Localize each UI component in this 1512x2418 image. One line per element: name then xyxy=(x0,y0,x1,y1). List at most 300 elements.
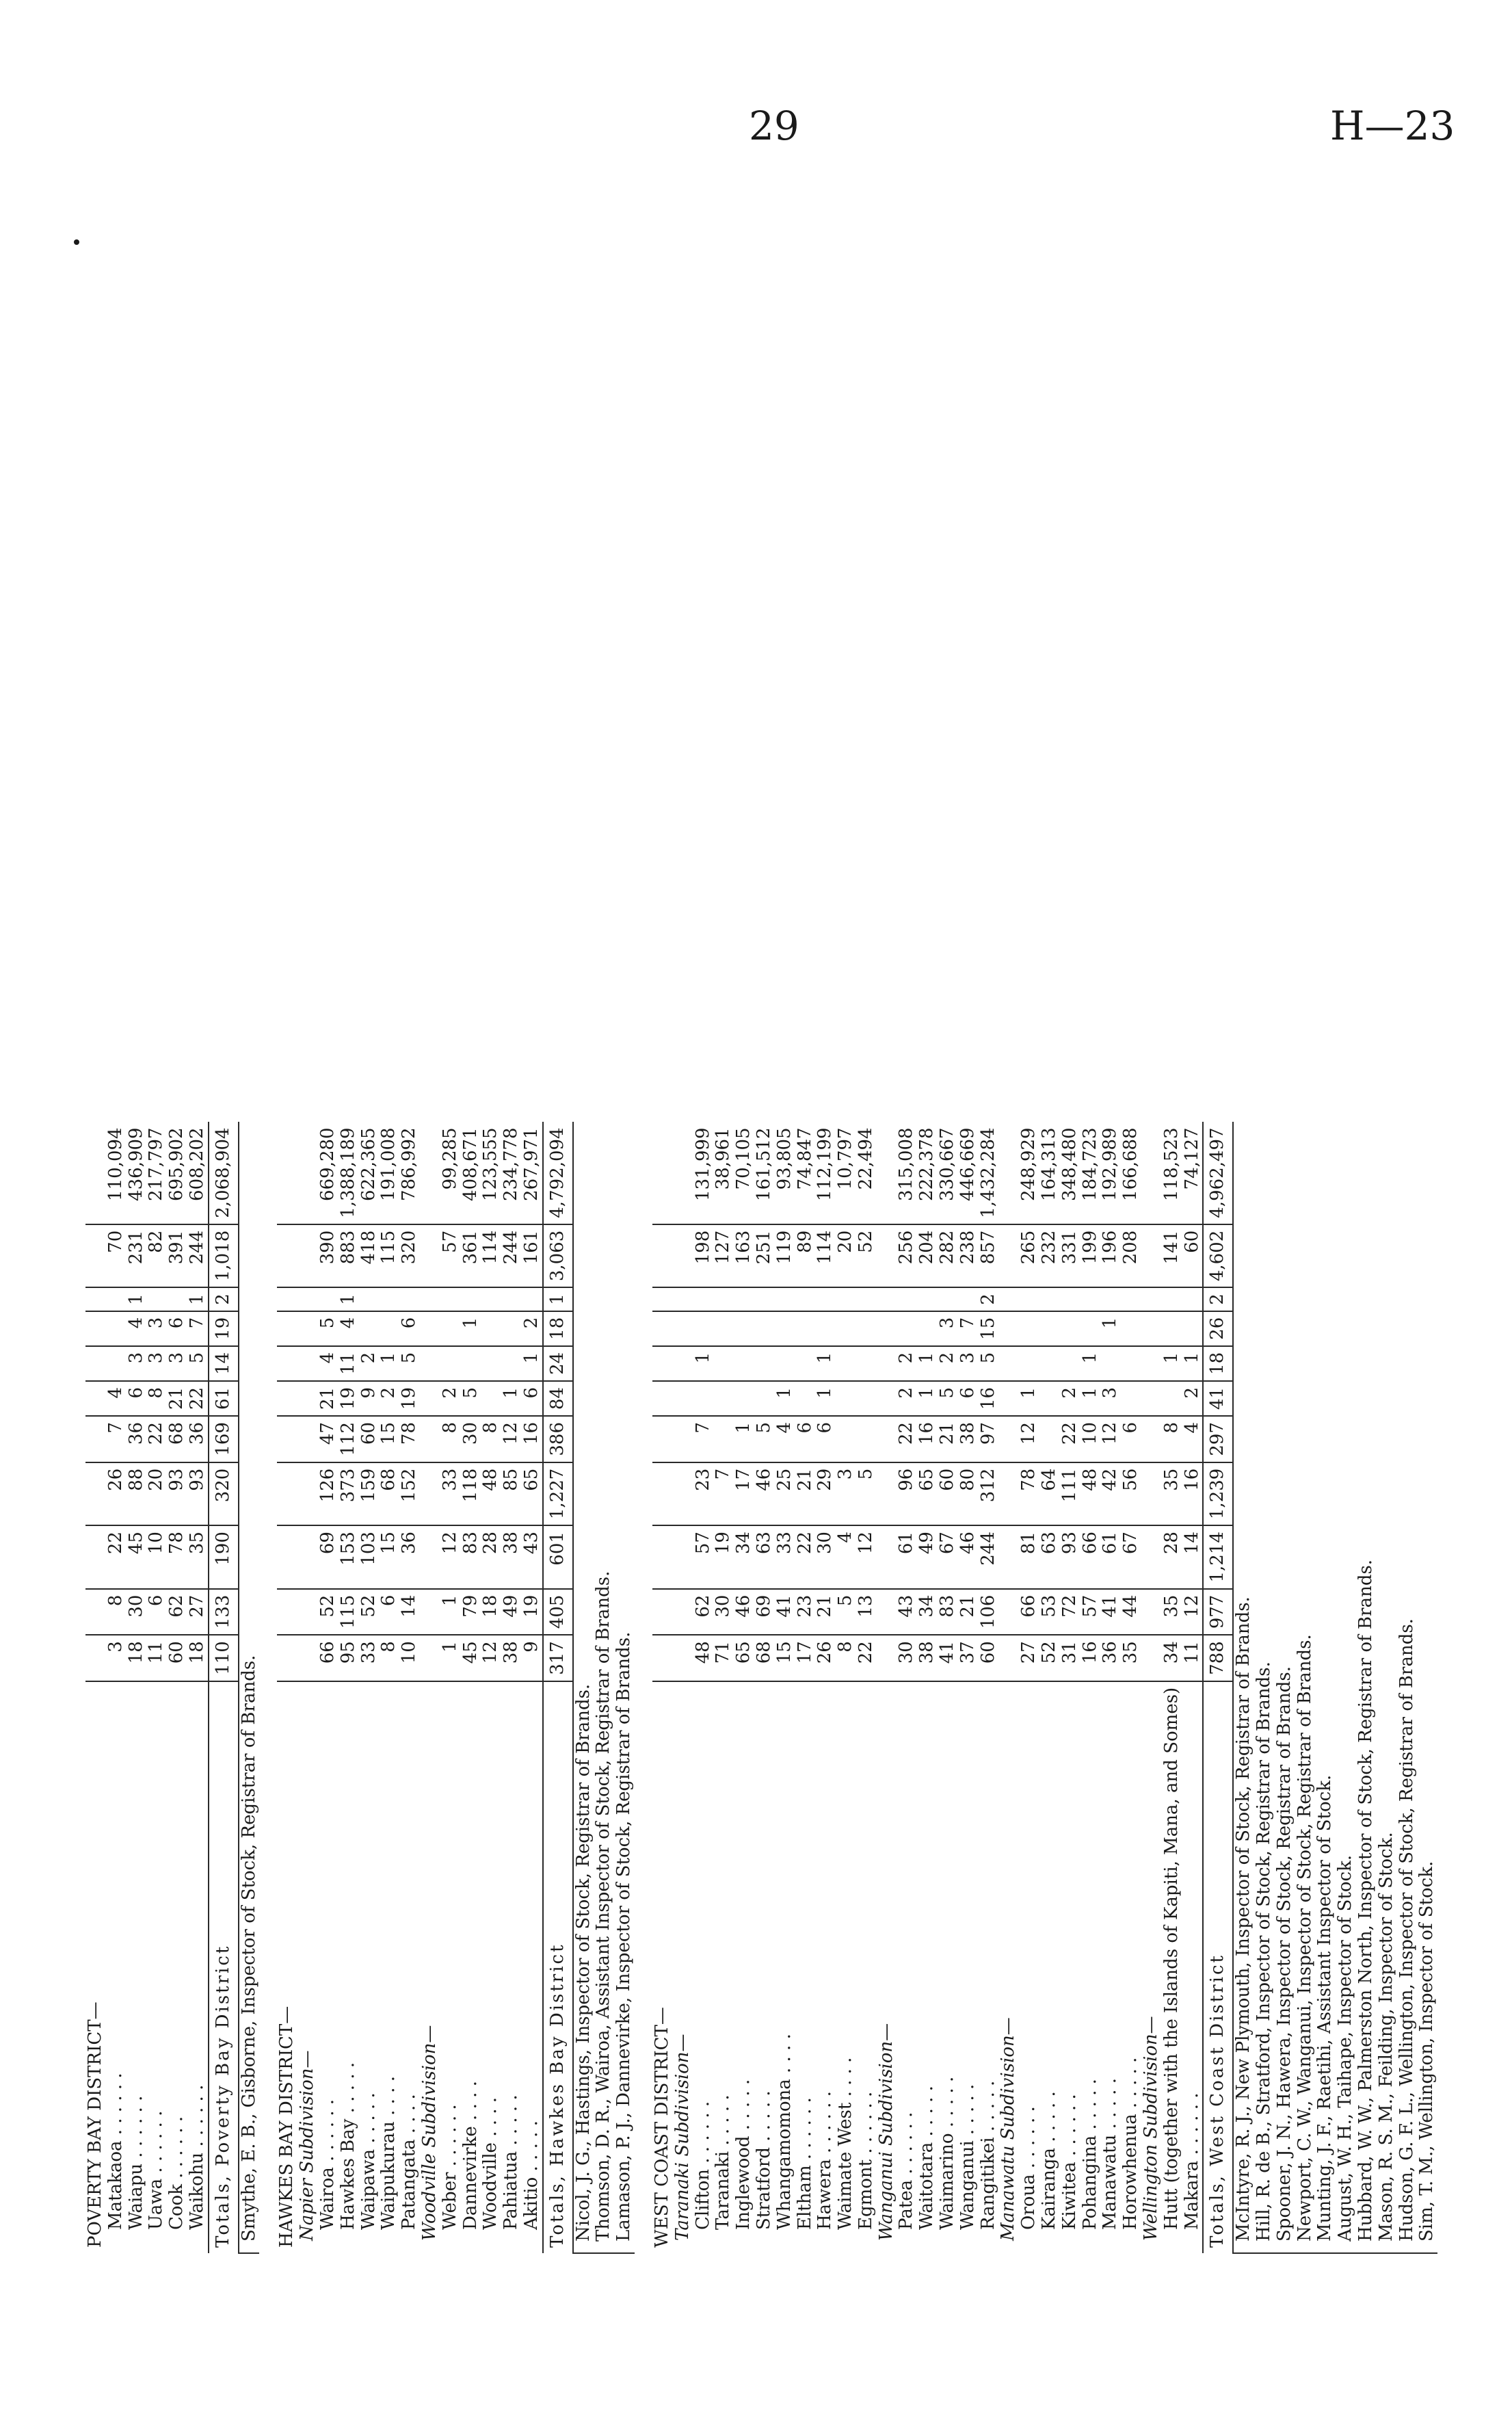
count-cell: 191,008 xyxy=(379,1122,399,1224)
count-cell: 34 xyxy=(734,1525,754,1588)
count-cell: 208 xyxy=(1121,1224,1141,1287)
count-cell: 196 xyxy=(1100,1224,1121,1287)
count-cell xyxy=(106,1346,127,1381)
count-cell: 22 xyxy=(187,1381,209,1416)
table-row xyxy=(379,1122,399,2253)
table-row xyxy=(127,1122,147,2253)
subdivision-heading-label: Wellington Subdivision— xyxy=(1141,2016,1162,2241)
total-cell: 4,962,497 xyxy=(1203,1122,1233,1224)
count-cell: 5 xyxy=(187,1346,209,1381)
count-cell: 198 xyxy=(693,1224,714,1287)
locality-name: Waimate West . . . . xyxy=(835,2057,856,2230)
locality-name: Akitio . . . . . xyxy=(520,2120,542,2230)
count-cell: 25 xyxy=(775,1462,795,1525)
count-cell xyxy=(481,1346,501,1381)
count-cell xyxy=(1121,1287,1141,1311)
count-cell: 6 xyxy=(815,1416,836,1462)
table-row xyxy=(399,1122,420,2253)
empty-cell xyxy=(277,1346,297,1381)
count-cell: 22 xyxy=(856,1635,877,1681)
count-cell: 126 xyxy=(318,1462,339,1525)
total-cell: 190 xyxy=(209,1525,239,1588)
locality-name: Waipawa . . . . . xyxy=(358,2092,379,2230)
empty-cell xyxy=(673,1224,693,1287)
count-cell: 315,008 xyxy=(897,1122,917,1224)
locality-name: Hawkes Bay . . . . . xyxy=(337,2062,358,2230)
count-cell: 18 xyxy=(187,1635,209,1681)
officer-entry: McIntyre, R. J., New Plymouth, Inspector of Stock, Registrar of Brands. xyxy=(1233,1596,1254,2242)
count-cell: 31 xyxy=(1060,1635,1080,1681)
page-number: 29 xyxy=(749,103,799,149)
empty-cell xyxy=(998,1381,1019,1416)
count-cell xyxy=(1121,1346,1141,1381)
count-cell xyxy=(795,1311,816,1346)
count-cell xyxy=(1039,1287,1060,1311)
empty-cell xyxy=(877,1525,897,1588)
officer-entry: Thomson, D. R., Wairoa, Assistant Inspector of Stock, Registrar of Brands. xyxy=(593,1571,614,2242)
count-cell xyxy=(440,1346,461,1381)
count-cell: 4 xyxy=(106,1381,127,1416)
count-cell xyxy=(775,1287,795,1311)
count-cell: 16 xyxy=(917,1416,938,1462)
count-cell: 52 xyxy=(318,1589,339,1635)
count-cell: 234,778 xyxy=(501,1122,522,1224)
count-cell: 70 xyxy=(106,1224,127,1287)
count-cell xyxy=(754,1346,775,1381)
table-row xyxy=(106,1122,127,2253)
count-cell: 4 xyxy=(318,1346,339,1381)
count-cell: 20 xyxy=(146,1462,167,1525)
count-cell: 8 xyxy=(146,1381,167,1416)
table-row xyxy=(734,1122,754,2253)
spacer xyxy=(259,1122,277,2253)
officer-entry: Newport, C. W., Wanganui, Inspector of Stock, Registrar of Brands. xyxy=(1294,1634,1315,2242)
empty-cell xyxy=(998,1525,1019,1588)
count-cell: 152 xyxy=(399,1462,420,1525)
count-cell: 41 xyxy=(775,1589,795,1635)
empty-cell xyxy=(297,1525,318,1588)
total-cell: 110 xyxy=(209,1635,239,1681)
total-cell: 2 xyxy=(209,1287,239,1311)
count-cell xyxy=(1019,1346,1039,1381)
empty-cell xyxy=(420,1589,440,1635)
total-cell: 26 xyxy=(1203,1311,1233,1346)
empty-cell xyxy=(297,1224,318,1287)
count-cell: 93 xyxy=(1060,1525,1080,1588)
empty-cell xyxy=(1141,1462,1162,1525)
count-cell: 60 xyxy=(167,1635,187,1681)
count-cell: 14 xyxy=(1182,1525,1204,1588)
empty-cell xyxy=(277,1462,297,1525)
count-cell: 80 xyxy=(958,1462,979,1525)
count-cell xyxy=(440,1311,461,1346)
count-cell: 10 xyxy=(399,1635,420,1681)
count-cell xyxy=(359,1287,380,1311)
total-cell: 61 xyxy=(209,1381,239,1416)
count-cell: 112 xyxy=(339,1416,359,1462)
subdivision-heading-label: Wanganui Subdivision— xyxy=(875,2023,897,2241)
count-cell: 5 xyxy=(979,1346,999,1381)
count-cell: 2 xyxy=(1060,1381,1080,1416)
empty-cell xyxy=(420,1287,440,1311)
count-cell: 222,378 xyxy=(917,1122,938,1224)
empty-cell xyxy=(85,1416,106,1462)
count-cell: 74,847 xyxy=(795,1122,816,1224)
count-cell: 17 xyxy=(734,1462,754,1525)
locality-name: Waimarino . . . . . xyxy=(937,2076,958,2230)
count-cell: 17 xyxy=(795,1635,816,1681)
count-cell: 446,669 xyxy=(958,1122,979,1224)
empty-cell xyxy=(998,1589,1019,1635)
count-cell: 63 xyxy=(1039,1525,1060,1588)
empty-cell xyxy=(420,1311,440,1346)
subdivision-heading-label: Napier Subdivision— xyxy=(297,2050,318,2241)
empty-cell xyxy=(85,1122,106,1224)
subdivision-heading xyxy=(297,1122,318,2253)
count-cell xyxy=(379,1287,399,1311)
table-row xyxy=(897,1122,917,2253)
table-row xyxy=(1162,1122,1182,2253)
count-cell: 9 xyxy=(522,1635,543,1681)
count-cell: 74,127 xyxy=(1182,1122,1204,1224)
empty-cell xyxy=(85,1381,106,1416)
count-cell: 232 xyxy=(1039,1224,1060,1287)
empty-cell xyxy=(673,1416,693,1462)
count-cell xyxy=(856,1287,877,1311)
count-cell: 71 xyxy=(713,1635,734,1681)
count-cell: 118 xyxy=(461,1462,481,1525)
count-cell: 1 xyxy=(1080,1346,1101,1381)
count-cell: 36 xyxy=(1100,1635,1121,1681)
count-cell: 6 xyxy=(167,1311,187,1346)
count-cell: 1 xyxy=(734,1416,754,1462)
count-cell xyxy=(501,1287,522,1311)
empty-cell xyxy=(673,1346,693,1381)
empty-cell xyxy=(1141,1122,1162,1224)
count-cell: 141 xyxy=(1162,1224,1182,1287)
total-cell: 1 xyxy=(543,1287,573,1311)
empty-cell xyxy=(297,1287,318,1311)
total-cell: 320 xyxy=(209,1462,239,1525)
locality-name: Pahiatua . . . . . xyxy=(501,2094,522,2230)
count-cell: 36 xyxy=(399,1525,420,1588)
count-cell: 1 xyxy=(440,1589,461,1635)
officer-entry: Spooner, J. N., Hawera, Inspector of Stock, Registrar of Brands. xyxy=(1273,1666,1295,2242)
count-cell xyxy=(167,1287,187,1311)
count-cell: 18 xyxy=(481,1589,501,1635)
count-cell: 85 xyxy=(501,1462,522,1525)
empty-cell xyxy=(297,1416,318,1462)
count-cell: 65 xyxy=(734,1635,754,1681)
count-cell xyxy=(795,1381,816,1416)
count-cell: 123,555 xyxy=(481,1122,501,1224)
count-cell: 93 xyxy=(187,1462,209,1525)
count-cell: 3 xyxy=(106,1635,127,1681)
empty-cell xyxy=(1141,1525,1162,1588)
count-cell: 5 xyxy=(461,1381,481,1416)
count-cell: 30 xyxy=(127,1589,147,1635)
empty-cell xyxy=(277,1525,297,1588)
count-cell: 2 xyxy=(897,1346,917,1381)
count-cell: 192,989 xyxy=(1100,1122,1121,1224)
locality-name: Rangitikei . . . . . xyxy=(977,2080,998,2230)
count-cell: 1 xyxy=(1162,1346,1182,1381)
count-cell: 15 xyxy=(775,1635,795,1681)
count-cell: 883 xyxy=(339,1224,359,1287)
total-cell: 977 xyxy=(1203,1589,1233,1635)
count-cell xyxy=(1080,1287,1101,1311)
count-cell: 1 xyxy=(339,1287,359,1311)
officer-entry: Sim, T. M., Wellington, Inspector of Stock. xyxy=(1416,1861,1437,2242)
table-row xyxy=(1019,1122,1039,2253)
table-row xyxy=(481,1122,501,2253)
empty-cell xyxy=(277,1381,297,1416)
table-row xyxy=(713,1122,734,2253)
count-cell: 82 xyxy=(146,1224,167,1287)
subdivision-heading xyxy=(420,1122,440,2253)
empty-cell xyxy=(652,1287,673,1311)
count-cell xyxy=(1019,1287,1039,1311)
count-cell: 1 xyxy=(1019,1381,1039,1416)
officer-entry: Nicol, J. G., Hastings, Inspector of Stock, Registrar of Brands. xyxy=(572,1683,594,2242)
empty-cell xyxy=(85,1346,106,1381)
table-row xyxy=(754,1122,775,2253)
count-cell: 5 xyxy=(856,1462,877,1525)
empty-cell xyxy=(277,1224,297,1287)
count-cell: 30 xyxy=(897,1635,917,1681)
count-cell: 244 xyxy=(979,1525,999,1588)
count-cell xyxy=(359,1311,380,1346)
officer-entry: Smythe, E. B., Gisborne, Inspector of Stock, Registrar of Brands. xyxy=(238,1655,259,2242)
empty-cell xyxy=(652,1224,673,1287)
count-cell xyxy=(693,1381,714,1416)
count-cell: 34 xyxy=(1162,1635,1182,1681)
count-cell: 2 xyxy=(1182,1381,1204,1416)
count-cell: 43 xyxy=(897,1589,917,1635)
count-cell xyxy=(734,1287,754,1311)
locality-name: Taranaki . . . . . xyxy=(713,2094,734,2230)
count-cell: 2 xyxy=(440,1381,461,1416)
total-cell: 133 xyxy=(209,1589,239,1635)
count-cell: 11 xyxy=(146,1635,167,1681)
empty-cell xyxy=(877,1224,897,1287)
count-cell: 28 xyxy=(481,1525,501,1588)
count-cell: 60 xyxy=(359,1416,380,1462)
locality-name: Eltham . . . . . . xyxy=(794,2097,815,2230)
empty-cell xyxy=(277,1589,297,1635)
count-cell xyxy=(1019,1311,1039,1346)
count-cell: 22,494 xyxy=(856,1122,877,1224)
locality-name: Waipukurau . . . . xyxy=(378,2076,399,2230)
empty-cell xyxy=(420,1635,440,1681)
empty-cell xyxy=(652,1311,673,1346)
table-row xyxy=(958,1122,979,2253)
count-cell: 83 xyxy=(938,1589,958,1635)
count-cell: 331 xyxy=(1060,1224,1080,1287)
empty-cell xyxy=(277,1311,297,1346)
count-cell: 19 xyxy=(339,1381,359,1416)
count-cell: 103 xyxy=(359,1525,380,1588)
empty-cell xyxy=(673,1635,693,1681)
count-cell: 49 xyxy=(501,1589,522,1635)
count-cell: 4 xyxy=(775,1416,795,1462)
count-cell: 1 xyxy=(1100,1311,1121,1346)
count-cell xyxy=(522,1287,543,1311)
count-cell: 131,999 xyxy=(693,1122,714,1224)
empty-cell xyxy=(420,1346,440,1381)
table-row xyxy=(1080,1122,1101,2253)
count-cell: 65 xyxy=(522,1462,543,1525)
count-cell xyxy=(754,1381,775,1416)
empty-cell xyxy=(1141,1589,1162,1635)
empty-cell xyxy=(877,1311,897,1346)
total-cell: 788 xyxy=(1203,1635,1233,1681)
count-cell: 12 xyxy=(856,1525,877,1588)
count-cell: 33 xyxy=(775,1525,795,1588)
count-cell: 21 xyxy=(958,1589,979,1635)
count-cell: 12 xyxy=(1019,1416,1039,1462)
count-cell: 3 xyxy=(167,1346,187,1381)
count-cell: 2 xyxy=(979,1287,999,1311)
table-row xyxy=(917,1122,938,2253)
count-cell xyxy=(106,1287,127,1311)
district-total-row xyxy=(209,1122,239,2253)
count-cell: 29 xyxy=(815,1462,836,1525)
count-cell: 6 xyxy=(379,1589,399,1635)
count-cell: 23 xyxy=(795,1589,816,1635)
count-cell: 38 xyxy=(501,1635,522,1681)
count-cell: 15 xyxy=(379,1525,399,1588)
count-cell: 1 xyxy=(917,1381,938,1416)
count-cell xyxy=(1121,1311,1141,1346)
count-cell: 30 xyxy=(713,1589,734,1635)
count-cell: 3 xyxy=(938,1311,958,1346)
district-total-row xyxy=(543,1122,573,2253)
subdivision-heading xyxy=(1141,1122,1162,2253)
count-cell xyxy=(1039,1311,1060,1346)
count-cell xyxy=(836,1346,856,1381)
empty-cell xyxy=(297,1381,318,1416)
empty-cell xyxy=(652,1635,673,1681)
count-cell xyxy=(836,1287,856,1311)
total-cell: 4,602 xyxy=(1203,1224,1233,1287)
empty-cell xyxy=(297,1346,318,1381)
district-heading-label: POVERTY BAY DISTRICT— xyxy=(85,2001,105,2248)
count-cell: 204 xyxy=(917,1224,938,1287)
empty-cell xyxy=(998,1224,1019,1287)
count-cell: 669,280 xyxy=(318,1122,339,1224)
count-cell: 1 xyxy=(1080,1381,1101,1416)
count-cell: 3 xyxy=(146,1311,167,1346)
subdivision-heading-label: Woodville Subdivision— xyxy=(419,2025,440,2241)
count-cell: 22 xyxy=(795,1525,816,1588)
count-cell: 21 xyxy=(167,1381,187,1416)
empty-cell xyxy=(877,1381,897,1416)
locality-name: Manawatu . . . . . xyxy=(1100,2078,1121,2230)
count-cell: 16 xyxy=(522,1416,543,1462)
count-cell: 99,285 xyxy=(440,1122,461,1224)
count-cell: 35 xyxy=(1121,1635,1141,1681)
empty-cell xyxy=(673,1462,693,1525)
total-cell: 169 xyxy=(209,1416,239,1462)
count-cell: 38 xyxy=(917,1635,938,1681)
table-row xyxy=(461,1122,481,2253)
count-cell: 14 xyxy=(399,1589,420,1635)
count-cell xyxy=(856,1416,877,1462)
locality-name: Cook . . . . . . xyxy=(166,2116,187,2230)
count-cell xyxy=(754,1311,775,1346)
count-cell: 38 xyxy=(958,1416,979,1462)
count-cell: 6 xyxy=(1121,1416,1141,1462)
count-cell: 3 xyxy=(958,1346,979,1381)
count-cell: 161 xyxy=(522,1224,543,1287)
count-cell: 46 xyxy=(754,1462,775,1525)
count-cell: 184,723 xyxy=(1080,1122,1101,1224)
count-cell: 1,432,284 xyxy=(979,1122,999,1224)
count-cell: 16 xyxy=(979,1381,999,1416)
count-cell xyxy=(693,1287,714,1311)
count-cell: 3 xyxy=(1100,1381,1121,1416)
count-cell xyxy=(1060,1287,1080,1311)
count-cell: 695,902 xyxy=(167,1122,187,1224)
count-cell: 7 xyxy=(693,1416,714,1462)
count-cell: 83 xyxy=(461,1525,481,1588)
count-cell: 4 xyxy=(127,1311,147,1346)
empty-cell xyxy=(1141,1224,1162,1287)
count-cell: 22 xyxy=(146,1416,167,1462)
count-cell: 111 xyxy=(1060,1462,1080,1525)
table-row xyxy=(146,1122,167,2253)
count-cell: 2 xyxy=(522,1311,543,1346)
count-cell xyxy=(501,1346,522,1381)
table-row xyxy=(938,1122,958,2253)
count-cell xyxy=(734,1381,754,1416)
count-cell: 16 xyxy=(1182,1462,1204,1525)
empty-cell xyxy=(652,1346,673,1381)
count-cell: 786,992 xyxy=(399,1122,420,1224)
count-cell: 115 xyxy=(339,1589,359,1635)
count-cell: 22 xyxy=(897,1416,917,1462)
officers-row xyxy=(573,1122,635,2253)
locality-name: Inglewood . . . . . xyxy=(733,2079,754,2230)
count-cell xyxy=(856,1381,877,1416)
count-cell: 44 xyxy=(1121,1589,1141,1635)
count-cell: 1 xyxy=(775,1381,795,1416)
count-cell xyxy=(775,1346,795,1381)
count-cell: 41 xyxy=(938,1635,958,1681)
locality-name: Horowhenua . . . . . xyxy=(1120,2057,1141,2230)
count-cell: 37 xyxy=(958,1635,979,1681)
count-cell xyxy=(1182,1287,1204,1311)
empty-cell xyxy=(277,1287,297,1311)
count-cell: 1 xyxy=(187,1287,209,1311)
empty-cell xyxy=(652,1416,673,1462)
count-cell: 66 xyxy=(318,1635,339,1681)
officer-entry: Hudson, G. F. L., Wellington, Inspector of Stock, Registrar of Brands. xyxy=(1396,1618,1417,2242)
empty-cell xyxy=(652,1381,673,1416)
count-cell: 36 xyxy=(127,1416,147,1462)
empty-cell xyxy=(297,1635,318,1681)
count-cell xyxy=(958,1287,979,1311)
count-cell: 15 xyxy=(379,1416,399,1462)
count-cell: 52 xyxy=(359,1589,380,1635)
count-cell: 348,480 xyxy=(1060,1122,1080,1224)
count-cell: 72 xyxy=(1060,1589,1080,1635)
count-cell: 12 xyxy=(440,1525,461,1588)
table-row xyxy=(1182,1122,1204,2253)
count-cell: 61 xyxy=(897,1525,917,1588)
table-row xyxy=(795,1122,816,2253)
